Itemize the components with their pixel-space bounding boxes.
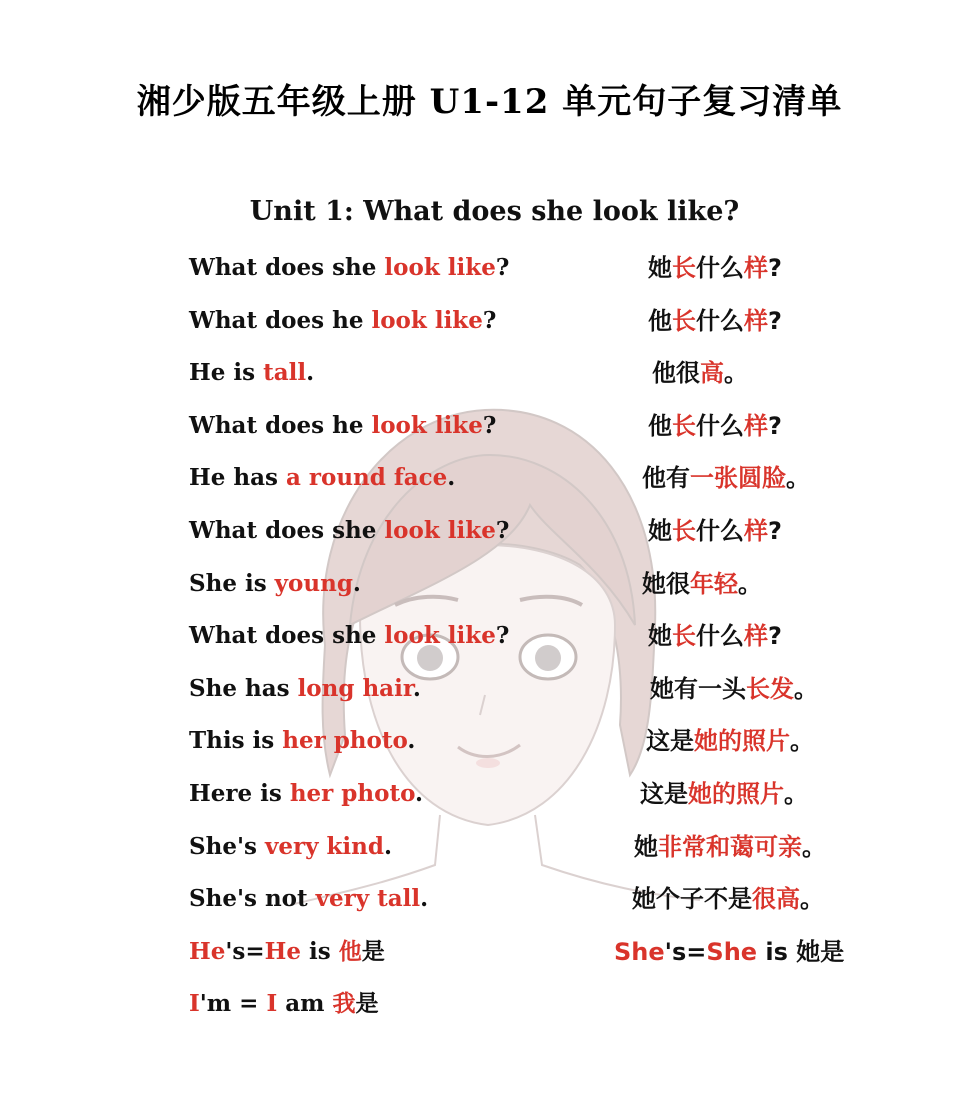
key-phrase: 长 xyxy=(672,254,696,282)
sentence-text: . xyxy=(447,464,456,492)
sentence-text: ? xyxy=(482,306,497,334)
key-phrase: 样 xyxy=(744,306,768,335)
sentence-row xyxy=(0,616,979,669)
chinese-translation xyxy=(648,616,782,656)
chinese-translation xyxy=(642,564,762,604)
key-phrase: look like xyxy=(384,254,496,281)
sentence-text: She has xyxy=(189,674,298,702)
sentence-row xyxy=(0,248,979,301)
key-phrase: 长发 xyxy=(746,674,794,703)
key-phrase: 样 xyxy=(744,622,768,651)
key-phrase: I xyxy=(266,990,278,1018)
sentence-text: What does she xyxy=(189,516,385,544)
key-phrase: her photo xyxy=(282,727,408,755)
translation-text: 她 xyxy=(648,254,672,282)
english-sentence xyxy=(189,301,496,341)
sentence-text: 是 xyxy=(361,937,385,965)
translation-text: 。 xyxy=(800,885,824,914)
sentence-text: . xyxy=(420,885,429,913)
english-sentence xyxy=(189,248,509,288)
sentence-row xyxy=(0,406,979,459)
translation-text: 这是 xyxy=(640,779,688,808)
sentence-text: is xyxy=(301,937,339,965)
sentence-text: . xyxy=(306,359,315,387)
sentence-text: This is xyxy=(189,727,283,755)
sentence-text: . xyxy=(415,779,424,807)
translation-text: 她很 xyxy=(642,569,690,598)
chinese-translation xyxy=(648,248,782,288)
english-sentence xyxy=(189,511,509,551)
key-phrase: 很高 xyxy=(752,885,800,914)
chinese-translation xyxy=(652,353,748,393)
key-phrase: 他 xyxy=(338,937,362,965)
translation-text: 他 xyxy=(648,306,672,335)
sentence-text: 's= xyxy=(225,937,265,965)
sentence-text: am xyxy=(277,990,333,1018)
chinese-translation xyxy=(650,669,818,709)
english-sentence xyxy=(189,616,509,656)
translation-text: 她有一头 xyxy=(650,674,746,703)
sentence-text: He has xyxy=(189,464,286,492)
translation-text: 。 xyxy=(794,674,818,703)
sentence-row xyxy=(0,669,979,722)
translation-text: 。 xyxy=(790,727,814,756)
chinese-translation xyxy=(642,458,810,498)
chinese-translation xyxy=(646,721,814,761)
english-sentence xyxy=(189,406,496,446)
english-sentence xyxy=(189,774,423,814)
sentence-row xyxy=(0,721,979,774)
key-phrase: 她的照片 xyxy=(688,779,784,808)
translation-text: ? xyxy=(768,411,782,440)
key-phrase: 长 xyxy=(672,306,696,335)
english-sentence xyxy=(189,827,392,867)
chinese-translation xyxy=(614,932,844,972)
translation-text: 他很 xyxy=(652,359,700,388)
english-sentence xyxy=(189,458,455,498)
sentence-text: 'm = xyxy=(199,990,267,1018)
sentence-text: . xyxy=(412,674,421,702)
key-phrase: look like xyxy=(384,622,496,650)
key-phrase: 样 xyxy=(744,411,768,440)
sentence-text: What does he xyxy=(189,411,372,439)
chinese-translation xyxy=(632,879,824,919)
key-phrase: 长 xyxy=(672,622,696,651)
key-phrase: 高 xyxy=(700,359,724,388)
translation-text: 他有 xyxy=(642,464,690,493)
english-sentence xyxy=(189,932,385,972)
sentence-text: She's not xyxy=(189,885,316,913)
sentence-text: He is xyxy=(189,359,264,387)
sentence-text: ? xyxy=(495,254,510,281)
chinese-translation xyxy=(634,827,826,867)
sentence-row xyxy=(0,353,979,406)
sentence-row xyxy=(0,932,979,985)
translation-text: 他 xyxy=(648,411,672,440)
key-phrase: 非常和蔼可亲 xyxy=(658,832,802,861)
translation-text: 's= xyxy=(664,937,707,966)
key-phrase: look like xyxy=(371,411,483,439)
sentence-text: . xyxy=(352,569,361,597)
key-phrase: 样 xyxy=(744,516,768,545)
translation-text: ? xyxy=(768,622,782,651)
chinese-translation xyxy=(648,406,782,446)
key-phrase: tall xyxy=(263,359,307,387)
key-phrase: I xyxy=(189,990,200,1018)
sentence-text: 是 xyxy=(355,990,379,1018)
key-phrase: 长 xyxy=(672,411,696,440)
sentence-row xyxy=(0,511,979,564)
sentence-text: She's xyxy=(189,832,265,860)
sentence-text: What does she xyxy=(189,254,385,281)
translation-text: 她 xyxy=(648,516,672,545)
sentence-text: . xyxy=(407,727,416,755)
unit-heading: Unit 1: What does she look like? xyxy=(249,196,740,227)
key-phrase: a round face xyxy=(285,464,448,492)
translation-text: 。 xyxy=(738,569,762,598)
english-sentence xyxy=(189,564,361,604)
translation-text: 这是 xyxy=(646,727,694,756)
translation-text: 什么 xyxy=(696,622,744,651)
key-phrase: look like xyxy=(384,516,496,544)
key-phrase: young xyxy=(274,569,353,597)
key-phrase: long hair xyxy=(297,674,413,702)
sentence-text: ? xyxy=(495,516,510,544)
translation-text: 什么 xyxy=(696,306,744,335)
translation-text: 什么 xyxy=(696,411,744,440)
document-title: 湘少版五年级上册 U1-12 单元句子复习清单 xyxy=(136,82,843,122)
sentence-row xyxy=(0,879,979,932)
chinese-translation xyxy=(640,774,808,814)
key-phrase: 一张圆脸 xyxy=(690,464,786,493)
sentence-text: Here is xyxy=(189,779,290,807)
english-sentence xyxy=(189,879,428,919)
translation-text: 。 xyxy=(724,359,748,388)
translation-text: 。 xyxy=(784,779,808,808)
key-phrase: look like xyxy=(371,306,483,334)
english-sentence xyxy=(189,353,314,393)
key-phrase: He xyxy=(189,937,226,965)
key-phrase: 样 xyxy=(744,254,768,282)
sentence-row xyxy=(0,458,979,511)
translation-text: 。 xyxy=(802,832,826,861)
translation-text: 。 xyxy=(786,464,810,493)
english-sentence xyxy=(189,721,415,761)
sentence-row xyxy=(0,301,979,354)
key-phrase: 她的照片 xyxy=(694,727,790,756)
translation-text: 她 xyxy=(634,832,658,861)
translation-text: ? xyxy=(768,516,782,545)
key-phrase: 年轻 xyxy=(690,569,738,598)
sentence-row xyxy=(0,984,979,1037)
translation-text: ? xyxy=(768,254,782,282)
sentence-row xyxy=(0,774,979,827)
key-phrase: very kind xyxy=(264,832,384,860)
chinese-translation xyxy=(648,511,782,551)
key-phrase: She xyxy=(614,937,665,966)
sentence-row xyxy=(0,564,979,617)
sentence-text: She is xyxy=(189,569,275,597)
sentence-text: What does he xyxy=(189,306,372,334)
english-sentence xyxy=(189,984,378,1024)
translation-text: ? xyxy=(768,306,782,335)
key-phrase: 我 xyxy=(332,990,356,1018)
key-phrase: He xyxy=(264,937,302,965)
translation-text: 她个子不是 xyxy=(632,885,752,914)
translation-text: is 她是 xyxy=(757,937,845,966)
chinese-translation xyxy=(648,301,782,341)
english-sentence xyxy=(189,669,421,709)
key-phrase: her photo xyxy=(289,779,416,807)
sentence-text: ? xyxy=(482,411,497,439)
sentence-text: . xyxy=(383,832,392,860)
sentence-list xyxy=(0,248,979,1037)
sentence-row xyxy=(0,827,979,880)
sentence-text: ? xyxy=(495,622,510,650)
translation-text: 什么 xyxy=(696,516,744,545)
translation-text: 什么 xyxy=(696,254,744,282)
key-phrase: She xyxy=(706,937,758,966)
sentence-text: What does she xyxy=(189,622,385,650)
key-phrase: 长 xyxy=(672,516,696,545)
key-phrase: very tall xyxy=(315,885,421,913)
translation-text: 她 xyxy=(648,622,672,651)
